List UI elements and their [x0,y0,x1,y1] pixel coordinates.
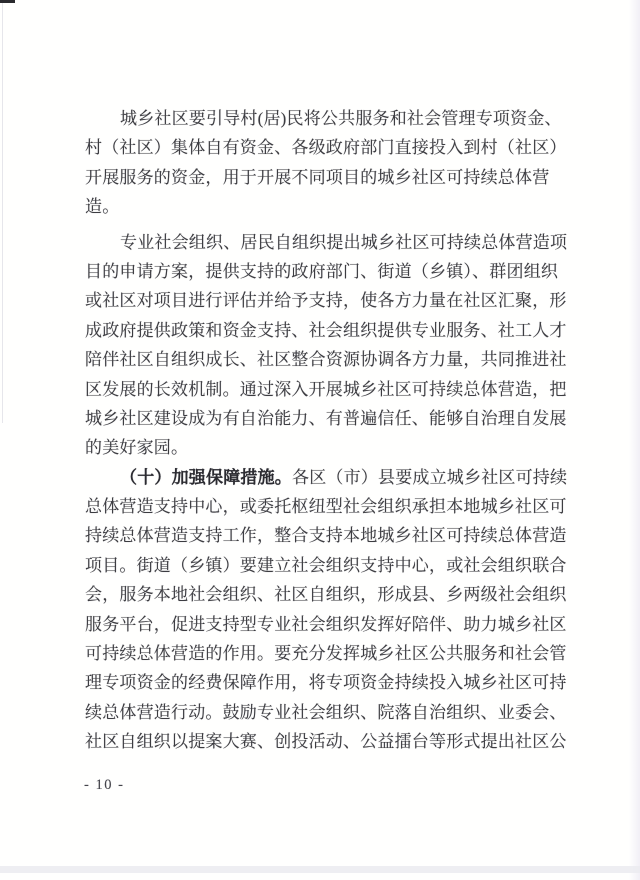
text-line: 目的申请方案，提供支持的政府部门、街道（乡镇）、群团组织 [85,261,559,281]
text-line: 项目。街道（乡镇）要建立社会组织支持中心，或社会组织联合 [85,555,567,575]
text-line: 服务平台，促进支持型专业社会组织发挥好陪伴、助力城乡社区 [85,614,567,634]
text-line: 城乡社区要引导村(居)民将公共服务和社会管理专项资金、 [120,109,562,128]
section-heading: （十）加强保障措施。 [120,467,292,487]
text-line: 持续总体营造支持工作，整合支持本地城乡社区可持续总体营造 [85,526,567,546]
scan-artifact-right-edge [629,0,640,880]
text-line: 理专项资金的经费保障作用，将专项资金持续投入城乡社区可持 [85,673,567,693]
text-line: 造。 [85,197,120,217]
text-line: 可持续总体营造的作用。要充分发挥城乡社区公共服务和社会管 [85,644,567,664]
document-body [85,104,571,757]
scan-artifact-left-edge [2,3,3,423]
paragraph [85,463,571,757]
text-line: 的美好家园。 [85,438,189,458]
text-line: 开展服务的资金，用于开展不同项目的城乡社区可持续总体营 [85,167,550,187]
scan-artifact-bottom-band [0,866,640,873]
text-line: 村（社区）集体自有资金、各级政府部门直接投入到村（社区） [85,138,567,158]
text-line: 区发展的长效机制。通过深入开展城乡社区可持续总体营造，把 [85,379,567,399]
text-line: 城乡社区建设成为有自治能力、有普遍信任、能够自治理自发展 [85,408,567,428]
text-line: 总体营造支持中心，或委托枢纽型社会组织承担本地城乡社区可 [85,497,567,517]
paragraph [85,104,571,222]
page-number: - 10 - [84,777,125,793]
text-line: 续总体营造行动。鼓励专业社会组织、院落自治组织、业委会、 [85,702,567,722]
text-line: 陪伴社区自组织成长、社区整合资源协调各方力量，共同推进社 [85,350,567,370]
text-line: 社区自组织以提案大赛、创投活动、公益擂台等形式提出社区公 [85,732,567,752]
text-line: （十）加强保障措施。各区（市）县要成立城乡社区可持续 [120,467,568,487]
text-line: 成政府提供政策和资金支持、社会组织提供专业服务、社工人才 [85,320,567,340]
text-line: 或社区对项目进行评估并给予支持，使各方力量在社区汇聚，形 [85,291,567,311]
text-line: 会，服务本地社会组织、社区自组织，形成县、乡两级社会组织 [85,585,567,605]
text-line: 专业社会组织、居民自组织提出城乡社区可持续总体营造项 [120,232,568,252]
paragraph [85,228,571,463]
